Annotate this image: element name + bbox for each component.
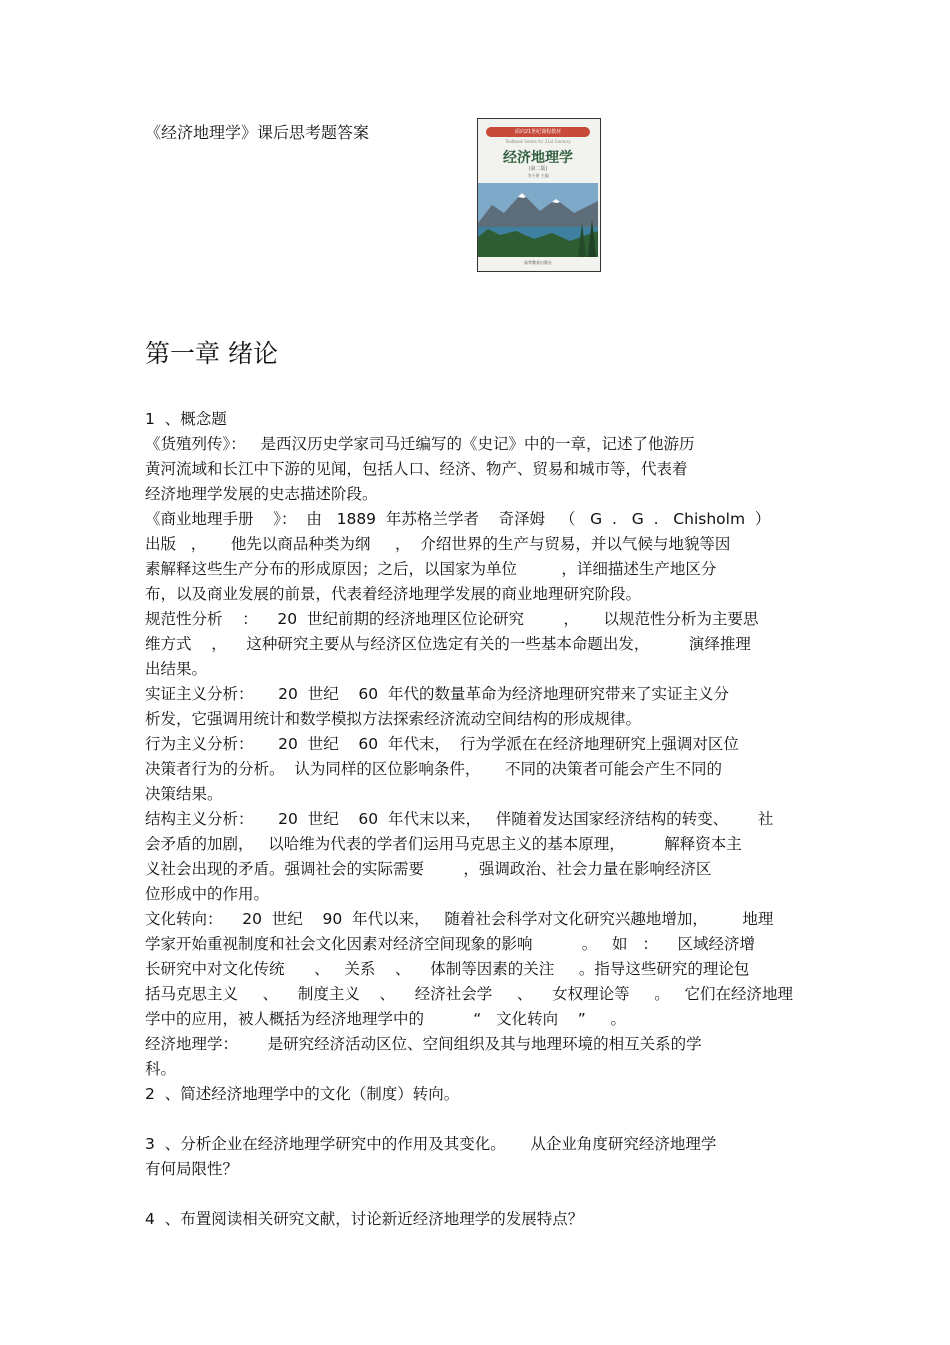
text-line: 出结果。 (145, 660, 208, 678)
cover-landscape-picture (478, 183, 598, 257)
document-title: 《经济地理学》课后思考题答案 (145, 123, 370, 142)
text-line: 维方式 ， 这种研究主要从与经济区位选定有关的一些基本命题出发， 演绎推理 (145, 635, 751, 653)
document-body (145, 407, 807, 1232)
book-cover-image (477, 118, 601, 272)
text-line: 实证主义分析： 20 世纪 60 年代的数量革命为经济地理研究带来了实证主义分 (145, 685, 729, 703)
cover-publisher: 高等教育出版社 (524, 260, 552, 265)
text-line: 经济地理学： 是研究经济活动区位、空间组织及其与地理环境的相互关系的学 (145, 1035, 702, 1053)
text-line: 文化转向： 20 世纪 90 年代以来， 随着社会科学对文化研究兴趣地增加， 地理 (145, 910, 774, 928)
text-line: 结构主义分析： 20 世纪 60 年代末以来， 伴随着发达国家经济结构的转变、 社 (145, 810, 774, 828)
text-line: 学中的应用，被人概括为经济地理学中的 “ 文化转向 ” 。 (145, 1010, 626, 1028)
text-line: 义社会出现的矛盾。强调社会的实际需要 ，强调政治、社会力量在影响经济区 (145, 860, 712, 878)
cover-series-band: 面向21世纪课程教材 (486, 127, 590, 137)
chapter-heading: 第一章 绪论 (145, 339, 278, 368)
text-line: 学家开始重视制度和社会文化因素对经济空间现象的影响 。 如 ： 区域经济增 (145, 935, 756, 953)
cover-book-title: 经济地理学 (503, 150, 573, 166)
text-line: 决策者行为的分析。 认为同样的区位影响条件， 不同的决策者可能会产生不同的 (145, 760, 722, 778)
text-line: 素解释这些生产分布的形成原因；之后，以国家为单位 ，详细描述生产地区分 (145, 560, 717, 578)
text-line: 经济地理学发展的史志描述阶段。 (145, 485, 378, 503)
text-line: 科。 (145, 1060, 177, 1078)
blank-line (145, 1182, 807, 1207)
text-line: 括马克思主义 、 制度主义 、 经济社会学 、 女权理论等 。 它们在经济地理 (145, 985, 794, 1003)
text-line: 决策结果。 (145, 785, 223, 803)
text-line: 布，以及商业发展的前景，代表着经济地理学发展的商业地理研究阶段。 (145, 585, 642, 603)
text-line: 会矛盾的加剧， 以哈维为代表的学者们运用马克思主义的基本原理， 解释资本主 (145, 835, 742, 853)
blank-line (145, 1107, 807, 1132)
text-line: 4 、布置阅读相关研究文献，讨论新近经济地理学的发展特点？ (145, 1210, 584, 1228)
text-line: 长研究中对文化传统 、 关系 、 体制等因素的关注 。指导这些研究的理论包 (145, 960, 750, 978)
text-line: 2 、简述经济地理学中的文化（制度）转向。 (145, 1085, 460, 1103)
text-line: 《货殖列传》： 是西汉历史学家司马迁编写的《史记》中的一章，记述了他游历 (145, 435, 695, 453)
cover-author-line: 李小建 主编 (527, 173, 549, 178)
text-line: 析发，它强调用统计和数学模拟方法探索经济流动空间结构的形成规律。 (145, 710, 642, 728)
cover-edition: (第二版) (528, 166, 548, 172)
text-line: 3 、分析企业在经济地理学研究中的作用及其变化。 从企业角度研究经济地理学 (145, 1135, 717, 1153)
text-line: 有何局限性？ (145, 1160, 239, 1178)
cover-series-subtitle: Textbook Series for 21st Century (505, 139, 571, 144)
text-line: 位形成中的作用。 (145, 885, 270, 903)
text-line: 行为主义分析： 20 世纪 60 年代末， 行为学派在在经济地理研究上强调对区位 (145, 735, 739, 753)
text-line: 黄河流域和长江中下游的见闻，包括人口、经济、物产、贸易和城市等，代表着 (145, 460, 688, 478)
text-line: 《商业地理手册 》： 由 1889 年苏格兰学者 奇泽姆 （ G . G . Chisholm ） (145, 510, 771, 528)
text-line: 规范性分析 ： 20 世纪前期的经济地理区位论研究 ， 以规范性分析为主要思 (145, 610, 759, 628)
text-line: 1 、概念题 (145, 410, 227, 428)
text-line: 出版 ， 他先以商品种类为纲 ， 介绍世界的生产与贸易，并以气候与地貌等因 (145, 535, 731, 553)
